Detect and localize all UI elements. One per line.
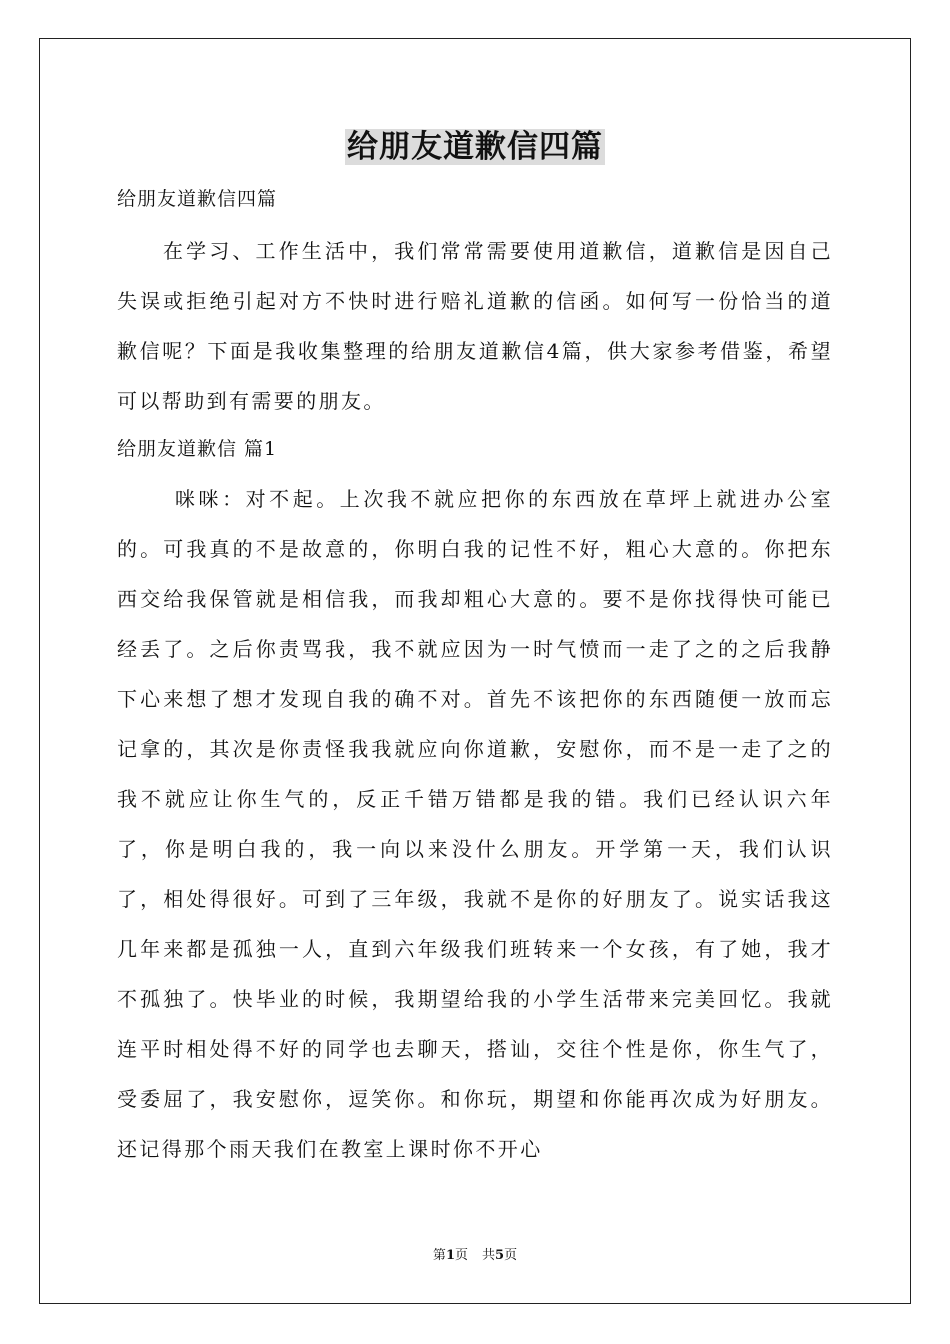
footer-total-suffix: 页 bbox=[504, 1248, 518, 1263]
page-footer bbox=[0, 1247, 950, 1265]
document-subtitle: 给朋友道歉信四篇 bbox=[117, 188, 278, 210]
footer-total-prefix: 共 bbox=[482, 1248, 496, 1263]
document-title-text: 给朋友道歉信四篇 bbox=[347, 129, 603, 165]
intro-paragraph: 在学习、工作生活中，我们常常需要使用道歉信，道歉信是因自己失误或拒绝引起对方不快时进行赔礼道歉的信函。如何写一份恰当的道歉信呢？下面是我收集整理的给朋友道歉信4篇，供大家参考借鉴，希望可以帮助到有需要的朋友。 bbox=[117, 239, 833, 413]
footer-page-total: 5 bbox=[495, 1248, 505, 1263]
footer-page-suffix: 页 bbox=[454, 1248, 468, 1263]
document-title bbox=[0, 124, 950, 170]
footer-page-current: 1 bbox=[445, 1248, 455, 1263]
section-heading: 给朋友道歉信 篇1 bbox=[117, 438, 278, 460]
footer-page-prefix: 第 bbox=[432, 1248, 446, 1263]
letter-body-paragraph: 咪咪：对不起。上次我不就应把你的东西放在草坪上就进办公室的。可我真的不是故意的，你明白我的记性不好，粗心大意的。你把东西交给我保管就是相信我，而我却粗心大意的。要不是你找得快可能已经丢了。之后你责骂我，我不就应因为一时气愤而一走了之的之后我静下心来想了想才发现自我的确不对。首先不该把你的东西随便一放而忘记拿的，其次是你责怪我我就应向你道歉，安慰你，而不是一走了之的我不就应让你生气的，反正千错万错都是我的错。我们已经认识六年了，你是明白我的，我一向以来没什么朋友。开学第一天，我们认识了，相处得很好。可到了三年级，我就不是你的好朋友了。说实话我这几年来都是孤独一人，直到六年级我们班转来一个女孩，有了她，我才不孤独了。快毕业的时候，我期望给我的小学生活带来完美回忆。我就连平时相处得不好的同学也去聊天，搭讪，交往个性是你，你生气了，受委屈了，我安慰你，逗笑你。和你玩，期望和你能再次成为好朋友。还记得那个雨天我们在教室上课时你不开心 bbox=[117, 487, 833, 1161]
